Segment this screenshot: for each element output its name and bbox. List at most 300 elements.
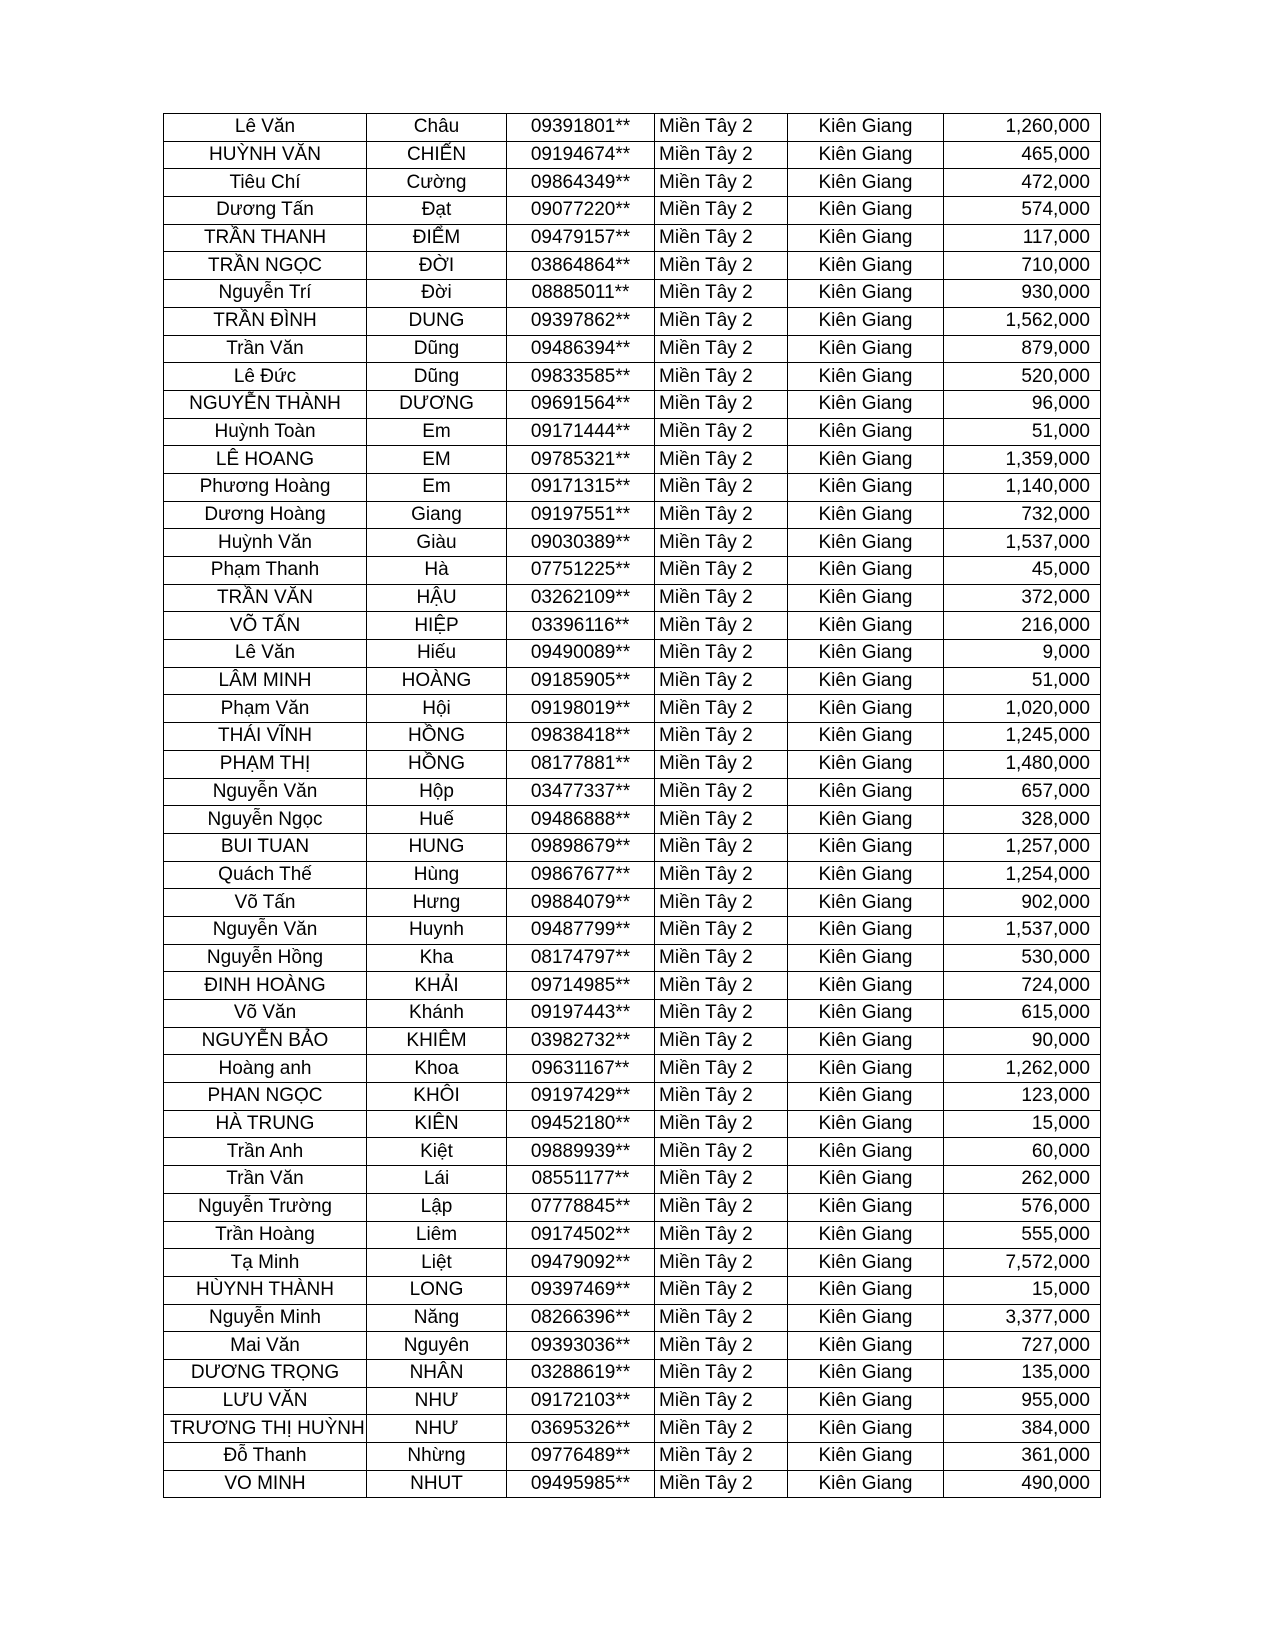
region-cell: Miền Tây 2 [655, 1027, 788, 1055]
province-cell: Kiên Giang [788, 390, 944, 418]
region-cell: Miền Tây 2 [655, 141, 788, 169]
province-cell: Kiên Giang [788, 695, 944, 723]
given-name-cell: Liệt [367, 1249, 507, 1277]
table-row [164, 750, 1101, 778]
amount-cell: 1,562,000 [944, 307, 1101, 335]
region-cell: Miền Tây 2 [655, 916, 788, 944]
province-cell: Kiên Giang [788, 1470, 944, 1498]
amount-cell: 15,000 [944, 1110, 1101, 1138]
table-row [164, 1193, 1101, 1221]
phone-cell: 09884079** [507, 889, 655, 917]
phone-cell: 03864864** [507, 252, 655, 280]
surname-cell: Phạm Thanh [164, 557, 367, 585]
amount-cell: 902,000 [944, 889, 1101, 917]
given-name-cell: NHƯ [367, 1415, 507, 1443]
amount-cell: 372,000 [944, 584, 1101, 612]
province-cell: Kiên Giang [788, 861, 944, 889]
given-name-cell: Lái [367, 1166, 507, 1194]
table-row [164, 1415, 1101, 1443]
phone-cell: 09495985** [507, 1470, 655, 1498]
surname-cell: TRƯƠNG THỊ HUỲNH [164, 1415, 367, 1443]
phone-cell: 03396116** [507, 612, 655, 640]
phone-cell: 09393036** [507, 1332, 655, 1360]
surname-cell: VÕ TẤN [164, 612, 367, 640]
phone-cell: 09397862** [507, 307, 655, 335]
given-name-cell: KIÊN [367, 1110, 507, 1138]
phone-cell: 09479092** [507, 1249, 655, 1277]
region-cell: Miền Tây 2 [655, 1221, 788, 1249]
table-row [164, 1332, 1101, 1360]
region-cell: Miền Tây 2 [655, 972, 788, 1000]
surname-cell: Quách Thế [164, 861, 367, 889]
surname-cell: LƯU VĂN [164, 1387, 367, 1415]
table-row [164, 390, 1101, 418]
phone-cell: 09838418** [507, 723, 655, 751]
amount-cell: 1,262,000 [944, 1055, 1101, 1083]
phone-cell: 09077220** [507, 197, 655, 225]
amount-cell: 384,000 [944, 1415, 1101, 1443]
table-row [164, 778, 1101, 806]
data-table [163, 113, 1101, 1498]
amount-cell: 96,000 [944, 390, 1101, 418]
given-name-cell: Cường [367, 169, 507, 197]
surname-cell: TRẦN NGỌC [164, 252, 367, 280]
province-cell: Kiên Giang [788, 335, 944, 363]
surname-cell: ĐINH HOÀNG [164, 972, 367, 1000]
table-row [164, 1083, 1101, 1111]
province-cell: Kiên Giang [788, 1387, 944, 1415]
province-cell: Kiên Giang [788, 141, 944, 169]
province-cell: Kiên Giang [788, 1138, 944, 1166]
region-cell: Miền Tây 2 [655, 114, 788, 142]
region-cell: Miền Tây 2 [655, 1470, 788, 1498]
given-name-cell: DƯƠNG [367, 390, 507, 418]
given-name-cell: KHẢI [367, 972, 507, 1000]
region-cell: Miền Tây 2 [655, 224, 788, 252]
given-name-cell: DUNG [367, 307, 507, 335]
surname-cell: Trần Văn [164, 335, 367, 363]
province-cell: Kiên Giang [788, 1083, 944, 1111]
amount-cell: 361,000 [944, 1443, 1101, 1471]
amount-cell: 615,000 [944, 1000, 1101, 1028]
table-row [164, 1000, 1101, 1028]
table-row [164, 141, 1101, 169]
phone-cell: 09898679** [507, 833, 655, 861]
province-cell: Kiên Giang [788, 280, 944, 308]
region-cell: Miền Tây 2 [655, 1332, 788, 1360]
amount-cell: 930,000 [944, 280, 1101, 308]
region-cell: Miền Tây 2 [655, 861, 788, 889]
surname-cell: Huỳnh Toàn [164, 418, 367, 446]
amount-cell: 727,000 [944, 1332, 1101, 1360]
given-name-cell: Châu [367, 114, 507, 142]
phone-cell: 09197551** [507, 501, 655, 529]
amount-cell: 1,260,000 [944, 114, 1101, 142]
region-cell: Miền Tây 2 [655, 612, 788, 640]
table-row [164, 224, 1101, 252]
province-cell: Kiên Giang [788, 1193, 944, 1221]
province-cell: Kiên Giang [788, 1332, 944, 1360]
phone-cell: 09889939** [507, 1138, 655, 1166]
region-cell: Miền Tây 2 [655, 833, 788, 861]
given-name-cell: HẬU [367, 584, 507, 612]
province-cell: Kiên Giang [788, 889, 944, 917]
phone-cell: 08551177** [507, 1166, 655, 1194]
province-cell: Kiên Giang [788, 1055, 944, 1083]
province-cell: Kiên Giang [788, 307, 944, 335]
given-name-cell: Em [367, 418, 507, 446]
province-cell: Kiên Giang [788, 806, 944, 834]
amount-cell: 555,000 [944, 1221, 1101, 1249]
amount-cell: 328,000 [944, 806, 1101, 834]
phone-cell: 09490089** [507, 640, 655, 668]
province-cell: Kiên Giang [788, 1415, 944, 1443]
region-cell: Miền Tây 2 [655, 1138, 788, 1166]
surname-cell: Nguyễn Ngọc [164, 806, 367, 834]
province-cell: Kiên Giang [788, 750, 944, 778]
surname-cell: DƯƠNG TRỌNG [164, 1359, 367, 1387]
phone-cell: 09197443** [507, 1000, 655, 1028]
phone-cell: 09864349** [507, 169, 655, 197]
table-row [164, 418, 1101, 446]
region-cell: Miền Tây 2 [655, 1193, 788, 1221]
amount-cell: 135,000 [944, 1359, 1101, 1387]
region-cell: Miền Tây 2 [655, 1359, 788, 1387]
amount-cell: 657,000 [944, 778, 1101, 806]
surname-cell: Lê Văn [164, 640, 367, 668]
province-cell: Kiên Giang [788, 916, 944, 944]
region-cell: Miền Tây 2 [655, 584, 788, 612]
phone-cell: 09174502** [507, 1221, 655, 1249]
table-row [164, 861, 1101, 889]
surname-cell: Phạm Văn [164, 695, 367, 723]
amount-cell: 117,000 [944, 224, 1101, 252]
province-cell: Kiên Giang [788, 224, 944, 252]
table-row [164, 335, 1101, 363]
table-row [164, 640, 1101, 668]
phone-cell: 03982732** [507, 1027, 655, 1055]
table-row [164, 1027, 1101, 1055]
given-name-cell: Hà [367, 557, 507, 585]
phone-cell: 08885011** [507, 280, 655, 308]
amount-cell: 9,000 [944, 640, 1101, 668]
surname-cell: Nguyễn Minh [164, 1304, 367, 1332]
surname-cell: PHAN NGỌC [164, 1083, 367, 1111]
given-name-cell: Dũng [367, 335, 507, 363]
surname-cell: NGUYỄN BẢO [164, 1027, 367, 1055]
region-cell: Miền Tây 2 [655, 307, 788, 335]
province-cell: Kiên Giang [788, 640, 944, 668]
table-row [164, 889, 1101, 917]
amount-cell: 1,480,000 [944, 750, 1101, 778]
phone-cell: 09197429** [507, 1083, 655, 1111]
surname-cell: TRẦN ĐÌNH [164, 307, 367, 335]
given-name-cell: Nguyên [367, 1332, 507, 1360]
table-row [164, 252, 1101, 280]
surname-cell: HÙYNH THÀNH [164, 1276, 367, 1304]
amount-cell: 732,000 [944, 501, 1101, 529]
province-cell: Kiên Giang [788, 557, 944, 585]
given-name-cell: HOÀNG [367, 667, 507, 695]
given-name-cell: Nhừng [367, 1443, 507, 1471]
province-cell: Kiên Giang [788, 972, 944, 1000]
given-name-cell: Hưng [367, 889, 507, 917]
phone-cell: 09391801** [507, 114, 655, 142]
province-cell: Kiên Giang [788, 1443, 944, 1471]
table-row [164, 1359, 1101, 1387]
region-cell: Miền Tây 2 [655, 806, 788, 834]
amount-cell: 1,537,000 [944, 529, 1101, 557]
table-body [164, 114, 1101, 1498]
given-name-cell: Huynh [367, 916, 507, 944]
table-row [164, 667, 1101, 695]
surname-cell: Nguyễn Trường [164, 1193, 367, 1221]
region-cell: Miền Tây 2 [655, 280, 788, 308]
phone-cell: 09030389** [507, 529, 655, 557]
region-cell: Miền Tây 2 [655, 363, 788, 391]
region-cell: Miền Tây 2 [655, 1304, 788, 1332]
surname-cell: Phương Hoàng [164, 473, 367, 501]
surname-cell: Mai Văn [164, 1332, 367, 1360]
region-cell: Miền Tây 2 [655, 418, 788, 446]
table-row [164, 1138, 1101, 1166]
province-cell: Kiên Giang [788, 1027, 944, 1055]
province-cell: Kiên Giang [788, 667, 944, 695]
region-cell: Miền Tây 2 [655, 1415, 788, 1443]
table-row [164, 1304, 1101, 1332]
table-row [164, 1110, 1101, 1138]
given-name-cell: Đời [367, 280, 507, 308]
region-cell: Miền Tây 2 [655, 1443, 788, 1471]
table-row [164, 1166, 1101, 1194]
amount-cell: 490,000 [944, 1470, 1101, 1498]
region-cell: Miền Tây 2 [655, 501, 788, 529]
given-name-cell: LONG [367, 1276, 507, 1304]
amount-cell: 724,000 [944, 972, 1101, 1000]
phone-cell: 09486888** [507, 806, 655, 834]
given-name-cell: HỒNG [367, 723, 507, 751]
province-cell: Kiên Giang [788, 501, 944, 529]
surname-cell: Lê Văn [164, 114, 367, 142]
given-name-cell: Hộp [367, 778, 507, 806]
phone-cell: 09479157** [507, 224, 655, 252]
region-cell: Miền Tây 2 [655, 1000, 788, 1028]
region-cell: Miền Tây 2 [655, 944, 788, 972]
amount-cell: 576,000 [944, 1193, 1101, 1221]
province-cell: Kiên Giang [788, 944, 944, 972]
surname-cell: Hoàng anh [164, 1055, 367, 1083]
phone-cell: 03288619** [507, 1359, 655, 1387]
surname-cell: Nguyễn Văn [164, 778, 367, 806]
phone-cell: 08174797** [507, 944, 655, 972]
province-cell: Kiên Giang [788, 1000, 944, 1028]
surname-cell: Tạ Minh [164, 1249, 367, 1277]
surname-cell: Dương Hoàng [164, 501, 367, 529]
table-row [164, 197, 1101, 225]
region-cell: Miền Tây 2 [655, 252, 788, 280]
amount-cell: 530,000 [944, 944, 1101, 972]
phone-cell: 09785321** [507, 446, 655, 474]
province-cell: Kiên Giang [788, 612, 944, 640]
table-row [164, 1055, 1101, 1083]
region-cell: Miền Tây 2 [655, 446, 788, 474]
amount-cell: 1,254,000 [944, 861, 1101, 889]
region-cell: Miền Tây 2 [655, 723, 788, 751]
amount-cell: 710,000 [944, 252, 1101, 280]
table-row [164, 944, 1101, 972]
province-cell: Kiên Giang [788, 169, 944, 197]
given-name-cell: Giang [367, 501, 507, 529]
given-name-cell: Kiệt [367, 1138, 507, 1166]
amount-cell: 45,000 [944, 557, 1101, 585]
phone-cell: 09452180** [507, 1110, 655, 1138]
province-cell: Kiên Giang [788, 833, 944, 861]
surname-cell: Dương Tấn [164, 197, 367, 225]
given-name-cell: Kha [367, 944, 507, 972]
table-row [164, 806, 1101, 834]
table-row [164, 169, 1101, 197]
given-name-cell: ĐIỂM [367, 224, 507, 252]
table-row [164, 584, 1101, 612]
amount-cell: 216,000 [944, 612, 1101, 640]
given-name-cell: Huế [367, 806, 507, 834]
surname-cell: LÂM MINH [164, 667, 367, 695]
given-name-cell: Đạt [367, 197, 507, 225]
amount-cell: 262,000 [944, 1166, 1101, 1194]
phone-cell: 09185905** [507, 667, 655, 695]
surname-cell: LÊ HOANG [164, 446, 367, 474]
given-name-cell: KHÔI [367, 1083, 507, 1111]
phone-cell: 08177881** [507, 750, 655, 778]
given-name-cell: ĐỜI [367, 252, 507, 280]
given-name-cell: Lập [367, 1193, 507, 1221]
phone-cell: 03695326** [507, 1415, 655, 1443]
surname-cell: Nguyễn Văn [164, 916, 367, 944]
region-cell: Miền Tây 2 [655, 197, 788, 225]
region-cell: Miền Tây 2 [655, 1249, 788, 1277]
amount-cell: 1,537,000 [944, 916, 1101, 944]
region-cell: Miền Tây 2 [655, 169, 788, 197]
region-cell: Miền Tây 2 [655, 1387, 788, 1415]
phone-cell: 09194674** [507, 141, 655, 169]
surname-cell: Nguyễn Trí [164, 280, 367, 308]
region-cell: Miền Tây 2 [655, 667, 788, 695]
surname-cell: Trần Hoàng [164, 1221, 367, 1249]
given-name-cell: KHIÊM [367, 1027, 507, 1055]
surname-cell: Tiêu Chí [164, 169, 367, 197]
amount-cell: 3,377,000 [944, 1304, 1101, 1332]
phone-cell: 09691564** [507, 390, 655, 418]
given-name-cell: Khoa [367, 1055, 507, 1083]
phone-cell: 09171315** [507, 473, 655, 501]
province-cell: Kiên Giang [788, 363, 944, 391]
given-name-cell: Dũng [367, 363, 507, 391]
surname-cell: Đỗ Thanh [164, 1443, 367, 1471]
surname-cell: PHẠM THỊ [164, 750, 367, 778]
surname-cell: VO MINH [164, 1470, 367, 1498]
table-row [164, 529, 1101, 557]
table-row [164, 916, 1101, 944]
given-name-cell: NHÂN [367, 1359, 507, 1387]
province-cell: Kiên Giang [788, 723, 944, 751]
given-name-cell: Hùng [367, 861, 507, 889]
table-row [164, 1387, 1101, 1415]
table-row [164, 695, 1101, 723]
surname-cell: Huỳnh Văn [164, 529, 367, 557]
amount-cell: 7,572,000 [944, 1249, 1101, 1277]
province-cell: Kiên Giang [788, 1249, 944, 1277]
surname-cell: Võ Văn [164, 1000, 367, 1028]
given-name-cell: Năng [367, 1304, 507, 1332]
given-name-cell: Hội [367, 695, 507, 723]
province-cell: Kiên Giang [788, 1359, 944, 1387]
given-name-cell: HỒNG [367, 750, 507, 778]
region-cell: Miền Tây 2 [655, 1083, 788, 1111]
amount-cell: 15,000 [944, 1276, 1101, 1304]
given-name-cell: CHIẾN [367, 141, 507, 169]
phone-cell: 09198019** [507, 695, 655, 723]
province-cell: Kiên Giang [788, 1110, 944, 1138]
table-row [164, 307, 1101, 335]
table-row [164, 833, 1101, 861]
province-cell: Kiên Giang [788, 778, 944, 806]
province-cell: Kiên Giang [788, 1304, 944, 1332]
province-cell: Kiên Giang [788, 418, 944, 446]
province-cell: Kiên Giang [788, 1221, 944, 1249]
surname-cell: Trần Văn [164, 1166, 367, 1194]
table-row [164, 114, 1101, 142]
phone-cell: 07751225** [507, 557, 655, 585]
amount-cell: 1,257,000 [944, 833, 1101, 861]
table-row [164, 612, 1101, 640]
province-cell: Kiên Giang [788, 473, 944, 501]
surname-cell: BUI TUAN [164, 833, 367, 861]
given-name-cell: Hiếu [367, 640, 507, 668]
surname-cell: Trần Anh [164, 1138, 367, 1166]
surname-cell: Lê Đức [164, 363, 367, 391]
amount-cell: 123,000 [944, 1083, 1101, 1111]
phone-cell: 09397469** [507, 1276, 655, 1304]
amount-cell: 1,020,000 [944, 695, 1101, 723]
surname-cell: HÀ TRUNG [164, 1110, 367, 1138]
phone-cell: 03477337** [507, 778, 655, 806]
amount-cell: 574,000 [944, 197, 1101, 225]
region-cell: Miền Tây 2 [655, 778, 788, 806]
amount-cell: 520,000 [944, 363, 1101, 391]
table-row [164, 1249, 1101, 1277]
amount-cell: 1,140,000 [944, 473, 1101, 501]
phone-cell: 09486394** [507, 335, 655, 363]
surname-cell: Võ Tấn [164, 889, 367, 917]
amount-cell: 51,000 [944, 418, 1101, 446]
region-cell: Miền Tây 2 [655, 335, 788, 363]
given-name-cell: HUNG [367, 833, 507, 861]
given-name-cell: Giàu [367, 529, 507, 557]
table-row [164, 446, 1101, 474]
region-cell: Miền Tây 2 [655, 640, 788, 668]
region-cell: Miền Tây 2 [655, 529, 788, 557]
surname-cell: Nguyễn Hồng [164, 944, 367, 972]
phone-cell: 09714985** [507, 972, 655, 1000]
province-cell: Kiên Giang [788, 197, 944, 225]
region-cell: Miền Tây 2 [655, 695, 788, 723]
amount-cell: 465,000 [944, 141, 1101, 169]
given-name-cell: Khánh [367, 1000, 507, 1028]
table-row [164, 557, 1101, 585]
given-name-cell: NHUT [367, 1470, 507, 1498]
amount-cell: 472,000 [944, 169, 1101, 197]
table-row [164, 280, 1101, 308]
